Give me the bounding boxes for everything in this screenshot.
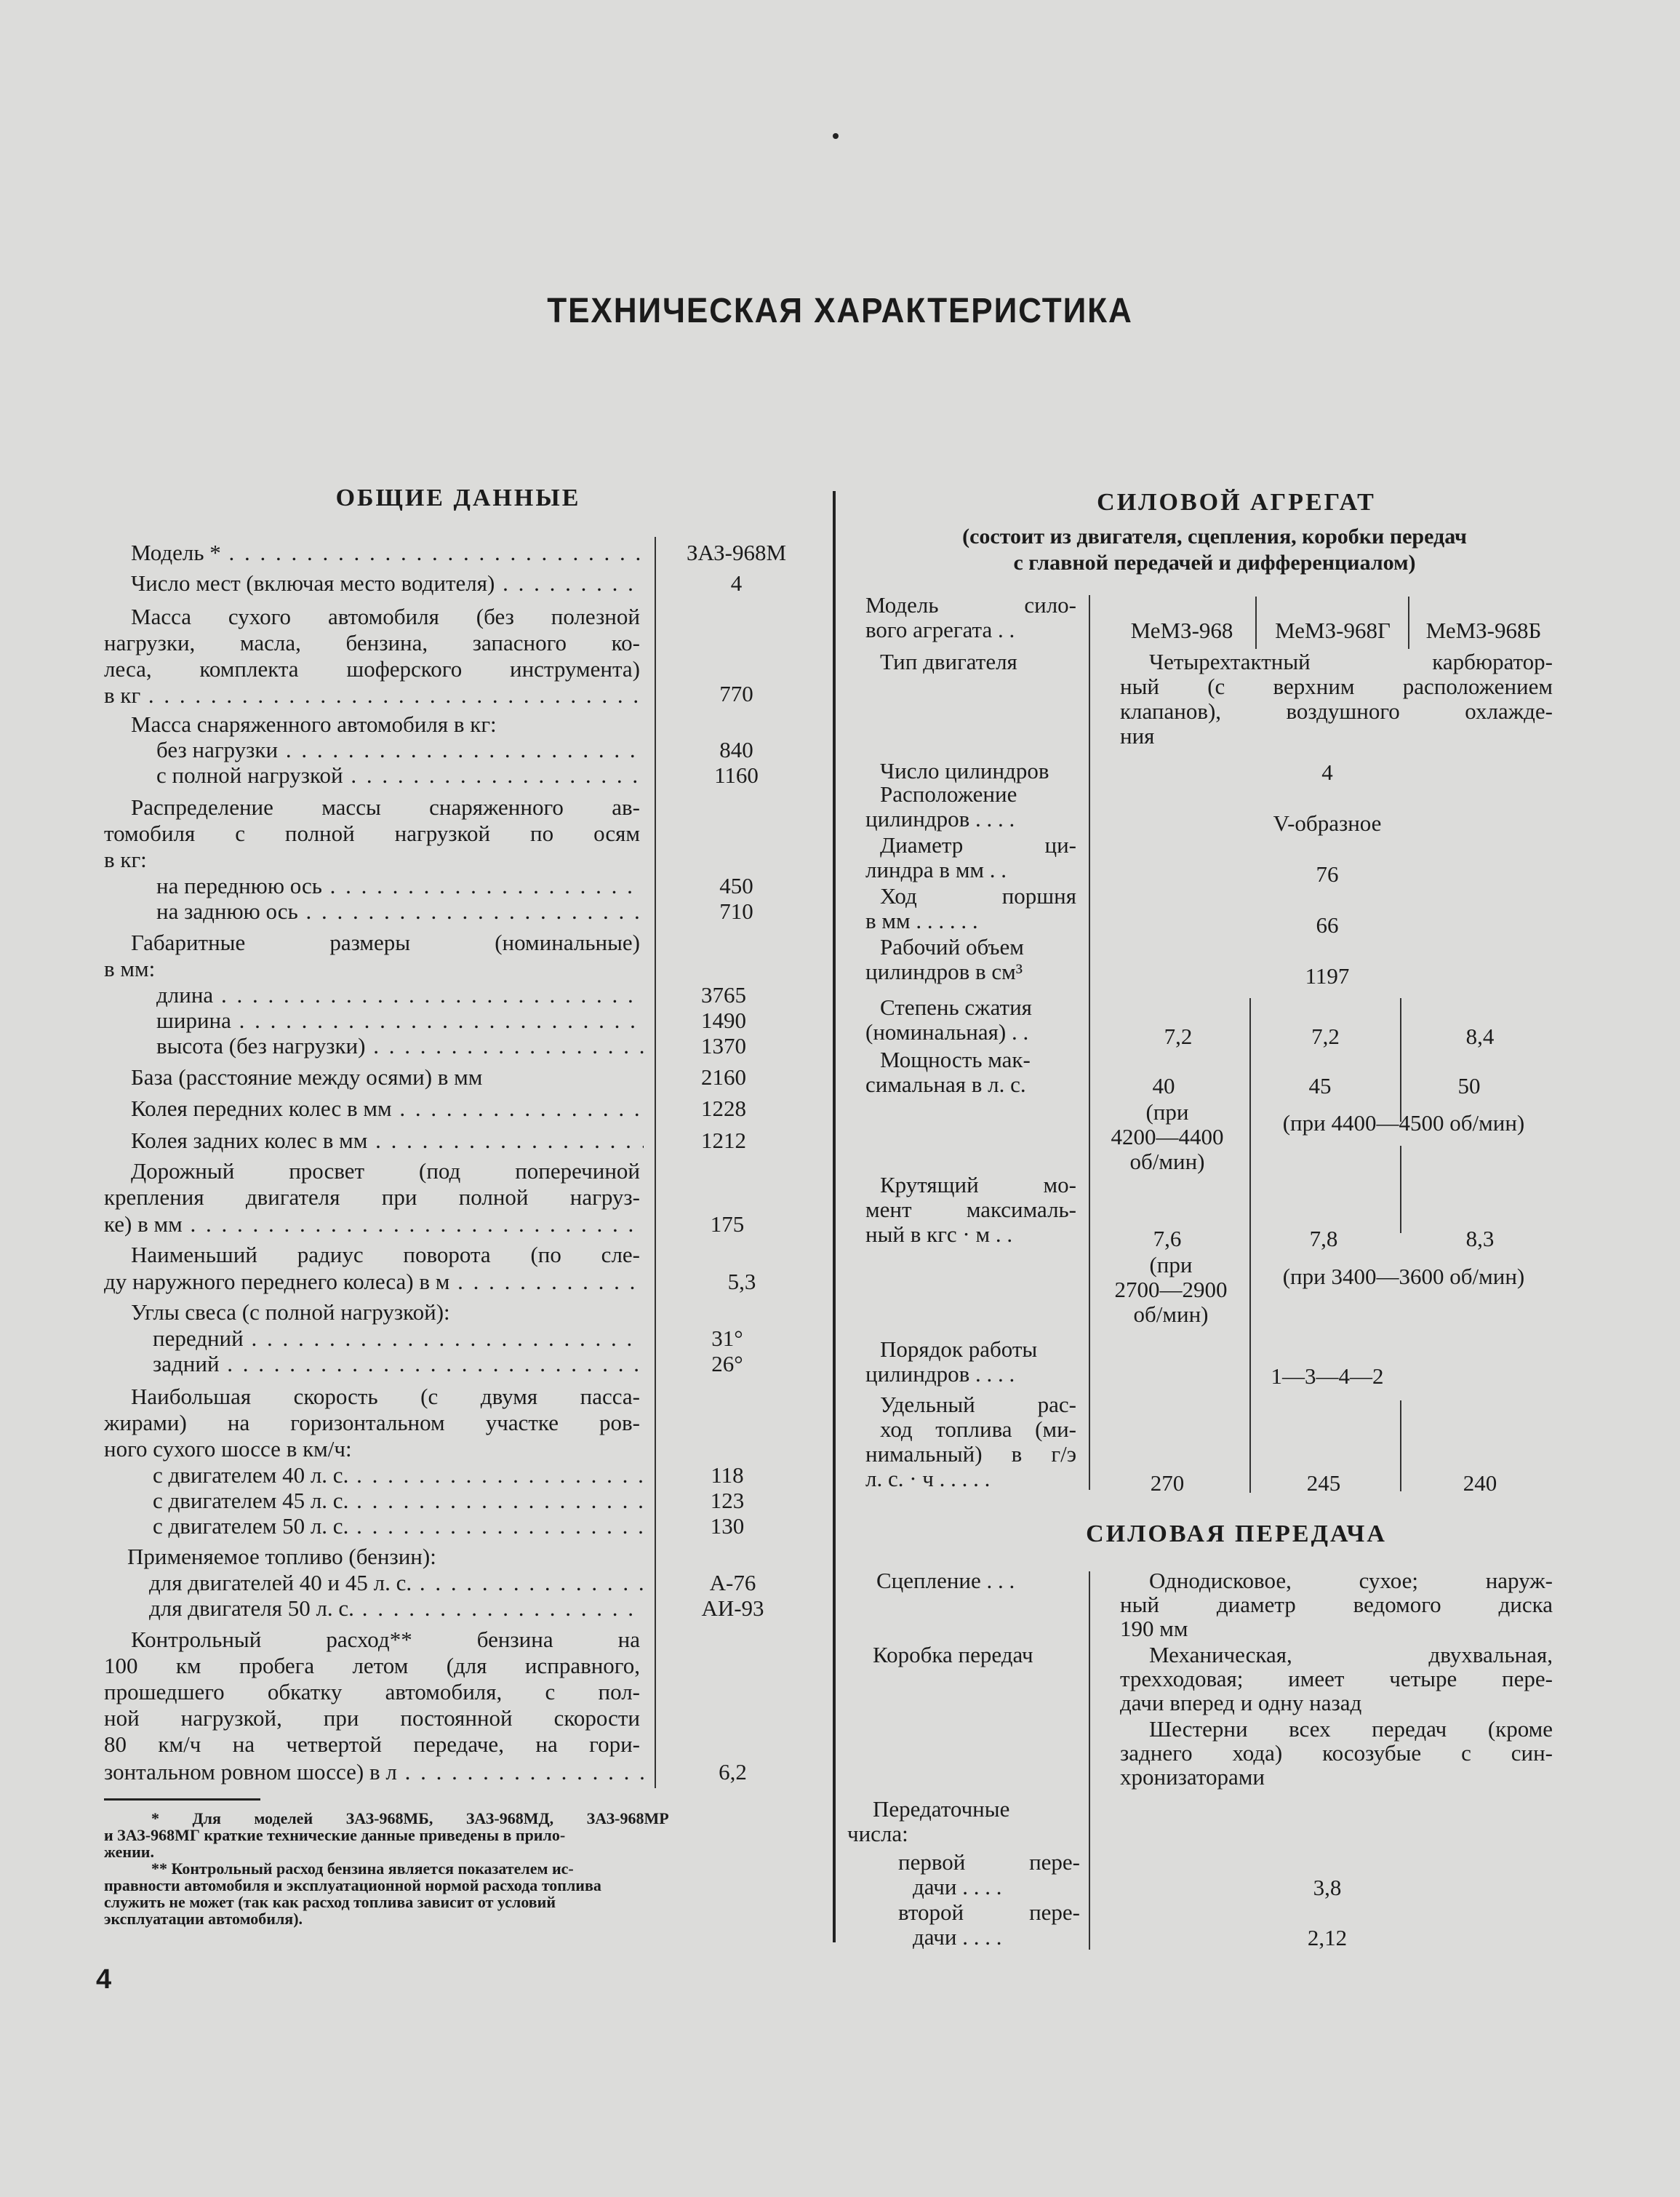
spec-value: 130 [710,1513,745,1539]
text-line: второй пере- [898,1899,1080,1925]
spec-label: Модель * . . . [131,540,644,565]
spec-label: на переднюю ось . . . [156,873,644,898]
spec-value: 3765 [701,982,746,1008]
spec-paragraph [104,930,640,982]
spec-label [865,1173,1076,1247]
text-line: дачи вперед и одну назад [1120,1690,1362,1715]
spec-label: Тип двигателя [880,649,1017,674]
footnote-line: жении. [104,1843,154,1861]
text-line: прошедшего обкатку автомобиля, с пол- [104,1679,640,1704]
spec-value: 1370 [701,1033,746,1058]
spec-value: 1—3—4—2 [1271,1363,1384,1389]
text-line: линдра в мм . . [865,857,1007,882]
spec-value: 245 [1306,1470,1341,1496]
spec-value: 4 [730,570,743,596]
text-line: Масса сухого автомобиля (без полезной [131,604,640,629]
text-line: 190 мм [1120,1616,1188,1641]
text-line: нимальный) в г/э [865,1441,1076,1467]
spec-label: ширина . . . [156,1008,644,1033]
spec-label: с двигателем 50 л. с. . . . [153,1513,644,1539]
spec-value: 1490 [701,1008,746,1033]
text-line: Удельный рас- [880,1392,1076,1417]
print-speck [833,133,839,139]
text-line: 2700—2900 [1114,1277,1228,1302]
rpm-note: (при 4400—4500 об/мин) [1282,1110,1525,1136]
spec-value [1120,1643,1553,1715]
text-line: Контрольный расход** бензина на [131,1627,640,1652]
spec-label: ду наружного переднего колеса) в м . . . [104,1269,644,1294]
text-line: леса, комплекта шоферского инструмента) [104,656,640,682]
transmission-heading: СИЛОВАЯ ПЕРЕДАЧА [1086,1520,1387,1547]
spec-label [898,1850,1080,1899]
spec-paragraph [104,1384,640,1462]
text-line: Наибольшая скорость (с двумя пасса- [131,1384,640,1409]
spec-paragraph [104,604,640,682]
text-line: Рабочий объем [880,934,1024,960]
spec-label [865,1337,1080,1387]
spec-value: 7,8 [1309,1226,1338,1251]
spec-value: 270 [1150,1470,1185,1496]
power-unit-subheading [851,524,1578,576]
text-line: в кг: [104,847,147,872]
spec-label: Число цилиндров [880,758,1049,783]
spec-label: без нагрузки . . . [156,737,644,762]
spec-label [898,1900,1080,1950]
spec-value [1120,1717,1553,1789]
label-rule [1089,595,1090,1490]
text-line: ного сухого шоссе в км/ч: [104,1436,352,1462]
spec-label: для двигателей 40 и 45 л. с. . . . [149,1570,644,1595]
spec-value: 5,3 [727,1269,756,1294]
spec-label: База (расстояние между осями) в мм [131,1064,483,1090]
text-line: Ход поршня [880,883,1076,909]
subheading-line: (состоит из двигателя, сцепления, коробки передач [962,525,1467,549]
text-line: 80 км/ч на четвертой передаче, на гори- [104,1731,640,1757]
spec-value: 450 [719,873,753,898]
spec-label [865,995,1084,1045]
text-line: л. с. · ч . . . . . [865,1466,991,1491]
text-line: Модель сило- [865,592,1076,618]
spec-value: 8,3 [1465,1226,1495,1251]
spec-value: ЗАЗ-968М [686,540,787,565]
spec-label: ке) в мм . . . [104,1211,644,1237]
spec-label: задний . . . [153,1351,644,1376]
spec-label: передний . . . [153,1325,644,1351]
text-line: цилиндров в см³ [865,959,1023,984]
footnote-rule [104,1798,260,1801]
text-line: томобиля с полной нагрузкой по осям [104,821,640,846]
spec-label [865,593,1076,642]
text-line: трехходовая; имеет четыре пере- [1120,1666,1553,1691]
text-line: Однодисковое, сухое; наруж- [1149,1568,1553,1593]
text-line: 100 км пробега летом (для исправного, [104,1653,640,1678]
text-line: числа: [847,1821,908,1846]
spec-value: 6,2 [719,1759,747,1785]
spec-value: 66 [1316,912,1339,938]
spec-value: 4 [1321,759,1333,785]
spec-label [865,1392,1076,1491]
text-line: Мощность мак- [880,1047,1031,1072]
spec-value: 3,8 [1313,1875,1342,1900]
footnote-line: правности автомобиля и эксплуатационной нормой расхода топлива [104,1876,601,1894]
text-line: Расположение [880,781,1017,807]
text-line: (при [1145,1099,1189,1125]
text-line: 4200—4400 [1111,1124,1224,1149]
spec-label [865,884,1076,933]
text-line: ния [1120,723,1155,749]
spec-value: 50 [1457,1073,1481,1098]
text-line: нагрузки, масла, бензина, запасного ко- [104,630,640,655]
footnote-line: служить не может (так как расход топлива зависит от условий [104,1893,556,1911]
text-line: симальная в л. с. [865,1072,1026,1097]
text-line: Дорожный просвет (под поперечиной [131,1158,640,1184]
spec-label [847,1797,1080,1846]
text-line: (при [1149,1252,1193,1277]
spec-value: 240 [1463,1470,1497,1496]
column-rule [1400,998,1401,1122]
spec-value: 1160 [714,762,759,788]
footnote-line: эксплуатации автомобиля). [104,1910,303,1928]
text-line: клапанов), воздушного охлажде- [1120,698,1553,724]
spec-value: 123 [710,1488,745,1513]
spec-value: 31° [711,1325,743,1351]
footnote-line: и ЗАЗ-968МГ краткие технические данные приведены в прило- [104,1826,566,1844]
spec-label: Углы свеса (с полной нагрузкой): [131,1299,450,1325]
text-line: Шестерни всех передач (кроме [1149,1716,1553,1742]
spec-value: 2160 [701,1064,746,1090]
spec-value: 76 [1316,861,1339,887]
spec-label: с полной нагрузкой . . . [156,762,644,788]
text-line: ный (с верхним расположением [1120,674,1553,699]
text-line: Механическая, двухвальная, [1149,1642,1553,1667]
footnote [104,1810,806,1927]
text-line: крепления двигателя при полной нагруз- [104,1184,640,1210]
column-divider [833,491,836,1942]
text-line: первой пере- [898,1849,1080,1875]
spec-label: в кг . . . [104,682,644,708]
spec-label: Применяемое топливо (бензин): [127,1544,436,1569]
spec-value: 1228 [701,1096,746,1121]
text-line: ной нагрузкой, при постоянной скорости [104,1705,640,1731]
text-line: хронизаторами [1120,1764,1265,1790]
rpm-note [1091,1253,1251,1327]
spec-label [865,833,1076,882]
label-rule [1089,1571,1090,1950]
spec-label: Сцепление . . . [876,1568,1015,1593]
text-line: ный в кгс · м . . [865,1221,1013,1247]
spec-value: 40 [1152,1073,1175,1098]
spec-value: 2,12 [1307,1925,1348,1950]
text-line: жирами) на горизонтальном участке ров- [104,1410,640,1435]
spec-value: 770 [719,681,753,706]
text-line: об/мин) [1129,1149,1205,1174]
text-line: Распределение массы снаряженного ав- [131,794,640,820]
page-number: 4 [96,1964,112,1995]
general-heading: ОБЩИЕ ДАННЫЕ [335,485,581,511]
spec-paragraph [104,794,640,873]
spec-value: 175 [710,1211,745,1237]
spec-value: 7,6 [1153,1226,1182,1251]
footnote-line: * Для моделей ЗАЗ-968МБ, ЗАЗ-968МД, ЗАЗ-968МР [151,1809,669,1827]
spec-label [865,782,1076,832]
spec-label: с двигателем 45 л. с. . . . [153,1488,644,1513]
spec-label [865,1048,1076,1097]
spec-value: 1212 [701,1128,746,1153]
text-line: мент максималь- [865,1197,1076,1222]
text-line: Крутящий мо- [880,1172,1076,1197]
spec-value [1120,1568,1553,1640]
page-title: ТЕХНИЧЕСКАЯ ХАРАКТЕРИСТИКА [547,292,1133,330]
rpm-note: (при 3400—3600 об/мин) [1282,1264,1525,1289]
spec-label: Коробка передач [873,1642,1033,1667]
spec-label: высота (без нагрузки) . . . [156,1033,644,1058]
spec-value: 1197 [1305,963,1350,989]
spec-label: зонтальном ровном шоссе) в л . . . [104,1759,644,1785]
model-name: МеМЗ-968Г [1275,618,1391,643]
spec-value: 26° [711,1351,743,1376]
text-line: дачи . . . . [913,1924,1002,1950]
text-line: (номинальная) . . [865,1019,1029,1045]
column-rule [1249,998,1251,1493]
text-line: Передаточные [873,1796,1010,1822]
spec-value: 8,4 [1465,1024,1495,1049]
spec-value: 7,2 [1164,1024,1193,1049]
text-line: в мм: [104,956,156,981]
text-line: в мм . . . . . . [865,908,978,933]
text-line: Порядок работы [880,1336,1038,1362]
spec-label: Число мест (включая место водителя) . . . [131,570,644,596]
spec-label: длина . . . [156,982,644,1008]
subheading-line: с главной передачей и дифференциалом) [1013,551,1416,575]
spec-value: V-образное [1273,810,1382,836]
text-line: Диаметр ци- [880,832,1076,858]
power-unit-heading: СИЛОВОЙ АГРЕГАТ [1097,489,1376,516]
spec-value: 45 [1308,1073,1332,1098]
column-rule [1400,1400,1401,1491]
spec-value: А-76 [709,1570,756,1595]
spec-label: для двигателя 50 л. с. . . . [149,1595,644,1621]
text-line: заднего хода) косозубые с син- [1120,1740,1553,1766]
model-name: МеМЗ-968 [1130,618,1233,643]
text-line: цилиндров . . . . [865,806,1015,832]
spec-paragraph [104,1158,640,1211]
text-line: дачи . . . . [913,1874,1002,1899]
column-rule [1400,1146,1401,1233]
model-separator [1255,597,1257,649]
spec-value: 118 [711,1462,744,1488]
spec-value: 7,2 [1311,1024,1340,1049]
spec-paragraph [104,1627,640,1758]
text-line: цилиндров . . . . [865,1361,1015,1387]
spec-label: с двигателем 40 л. с. . . . [153,1462,644,1488]
footnote-line: ** Контрольный расход бензина является показателем ис- [151,1859,574,1878]
text-line: Степень сжатия [880,994,1032,1020]
text-line: ный диаметр ведомого диска [1120,1592,1553,1617]
spec-label: Масса снаряженного автомобиля в кг: [131,711,497,737]
text-line: Четырехтактный карбюратор- [1149,649,1553,674]
spec-value: 710 [719,898,753,924]
spec-label: Колея задних колес в мм . . . [131,1128,644,1153]
model-name: МеМЗ-968Б [1425,618,1542,643]
spec-paragraph [104,1242,640,1268]
spec-value [1120,650,1553,749]
spec-value: 840 [719,737,753,762]
text-line: Габаритные размеры (номинальные) [131,930,640,955]
model-separator [1408,597,1409,649]
spec-value: АИ-93 [701,1595,764,1621]
text-line: вого агрегата . . [865,617,1015,642]
rpm-note [1091,1100,1244,1174]
spec-label: Колея передних колес в мм . . . [131,1096,644,1121]
text-line: Наименьший радиус поворота (по сле- [131,1242,640,1267]
text-line: ход топлива (ми- [880,1416,1076,1442]
spec-label: на заднюю ось . . . [156,898,644,924]
spec-label [865,935,1076,984]
text-line: об/мин) [1133,1301,1209,1327]
